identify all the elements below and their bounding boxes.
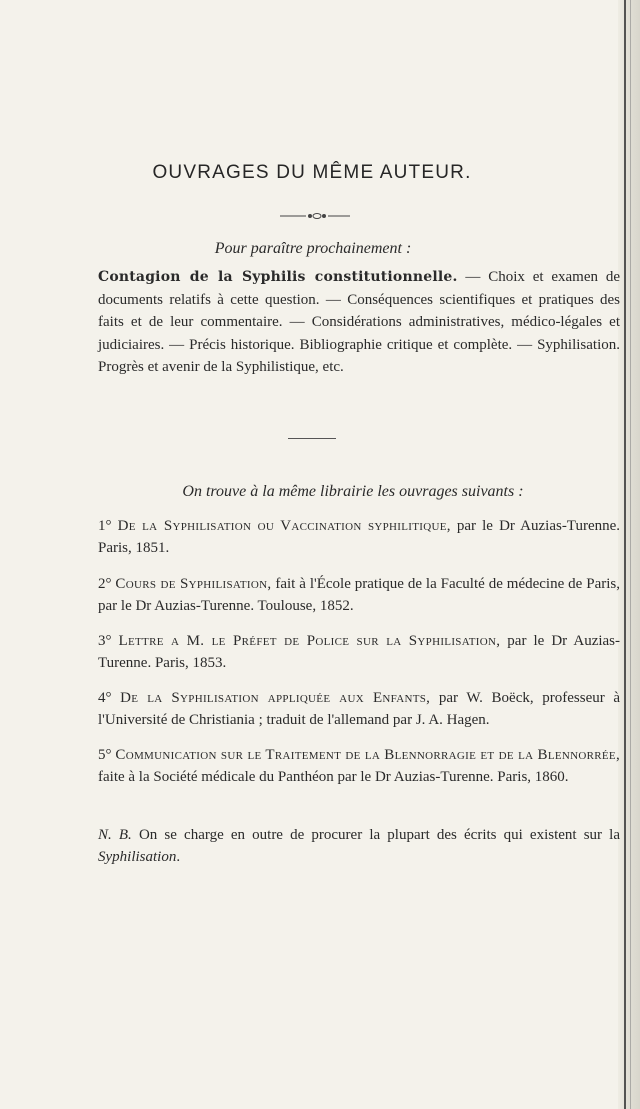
page-edge-line-secondary (630, 0, 631, 1109)
entry-number: 5° (98, 747, 112, 763)
page-edge-line (624, 0, 626, 1109)
entry-text: par le Dr Auzias-Turenne. Paris, 1851. (98, 518, 621, 556)
list-item (98, 574, 620, 617)
forthcoming-text: — Choix et examen de documents relatifs à cette question. — Conséquences scientifiques et pratiques des faits et de leur commentaire. — Considérations administratives, médico-légales et judiciaires. — Précis historique. Bibliographie critique et complète. — Syphilisation. Progrès et avenir de la Syphilistique, etc. (98, 269, 621, 375)
forthcoming-subtitle: Pour paraître prochainement : (214, 240, 412, 257)
list-item (98, 688, 620, 731)
entry-text: faite à la Société médicale du Panthéon par le Dr Auzias-Turenne. Paris, 1860. (98, 768, 569, 785)
entry-title: Communication sur le Traitement de la Blennorragie et de la Blennorrée, (115, 747, 620, 763)
ornament-divider (280, 212, 350, 220)
section-separator (288, 438, 336, 439)
entry-number: 3° (98, 633, 112, 649)
page-edge (618, 0, 640, 1109)
entry-title: Cours de Syphilisation, (115, 576, 272, 592)
forthcoming-paragraph (98, 266, 620, 379)
forthcoming-title: Contagion de la Syphilis constitutionnelle. (98, 269, 458, 285)
list-item (98, 745, 620, 788)
nota-bene-text: On se charge en outre de procurer la plupart des écrits qui existent sur la (131, 827, 621, 843)
list-item (98, 516, 620, 559)
nota-bene (98, 825, 620, 868)
nota-bene-italic: Syphilisation (98, 848, 177, 865)
nota-bene-prefix: N. B. (98, 827, 132, 843)
entry-text: fait à l'École pratique de la Faculté de médecine de Paris, par le Dr Auzias-Turenne. Toulouse, 1852. (98, 576, 621, 614)
entry-text: par W. Boëck, professeur à l'Université de Christiania ; traduit de l'allemand par J. A. Hagen. (98, 690, 621, 728)
entry-number: 1° (98, 518, 112, 534)
entry-number: 2° (98, 576, 112, 592)
entry-title: De la Syphilisation ou Vaccination syphilitique, (117, 518, 451, 534)
page-heading: OUVRAGES DU MÊME AUTEUR. (152, 162, 472, 183)
available-subtitle: On trouve à la même librairie les ouvrages suivants : (182, 483, 524, 500)
list-item (98, 631, 620, 674)
entry-title: De la Syphilisation appliquée aux Enfants, (120, 690, 431, 706)
nota-bene-end: . (176, 848, 181, 865)
entry-text: par le Dr Auzias-Turenne. Paris, 1853. (98, 633, 621, 671)
entry-title: Lettre a M. le Préfet de Police sur la Syphilisation, (118, 633, 501, 649)
entry-number: 4° (98, 690, 112, 706)
